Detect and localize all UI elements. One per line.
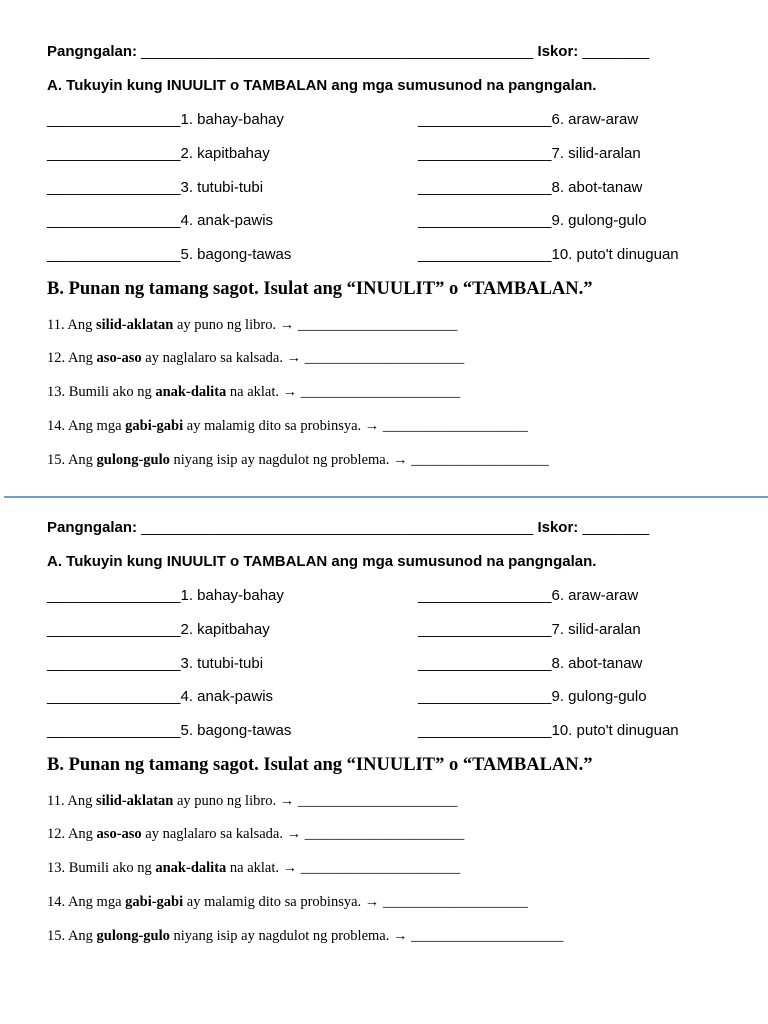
list-item — [47, 111, 284, 128]
answer-blank[interactable]: ________________ — [418, 179, 552, 196]
item-text: 3. tutubi-tubi — [180, 655, 264, 672]
list-item — [418, 688, 647, 705]
score-label: Iskor: — [537, 43, 579, 60]
list-item — [47, 655, 263, 672]
answer-blank[interactable]: ________________ — [47, 145, 181, 162]
list-item — [418, 246, 679, 263]
list-item — [418, 179, 642, 196]
sentence-post: ay naglalaro sa kalsada. — [141, 350, 287, 366]
arrow-icon: → — [282, 860, 298, 876]
item-text: 5. bagong-tawas — [180, 722, 292, 739]
list-item — [418, 722, 679, 739]
sentence-keyword: anak-dalita — [155, 860, 227, 876]
list-item — [47, 212, 273, 229]
answer-blank[interactable]: ____________________ — [379, 894, 528, 910]
answer-blank[interactable]: ________________ — [418, 722, 552, 739]
sentence-item — [47, 350, 464, 367]
list-item — [47, 688, 273, 705]
item-text: 7. silid-aralan — [551, 621, 641, 638]
item-text: 3. tutubi-tubi — [180, 179, 264, 196]
sentence-item — [47, 793, 457, 810]
sentence-keyword: silid-aklatan — [96, 793, 174, 809]
answer-blank[interactable]: ________________ — [47, 179, 181, 196]
list-item — [47, 722, 291, 739]
cut-line-divider — [4, 496, 768, 498]
item-text: 4. anak-pawis — [180, 688, 274, 705]
item-text: 7. silid-aralan — [551, 145, 641, 162]
answer-blank[interactable]: ________________ — [47, 722, 181, 739]
sentence-pre: 14. Ang mga — [47, 418, 126, 434]
list-item — [418, 145, 641, 162]
name-score-row — [47, 43, 649, 60]
section-b-heading: B. Punan ng tamang sagot. Isulat ang “INUULIT” o “TAMBALAN.” — [47, 755, 593, 775]
section-b-heading: B. Punan ng tamang sagot. Isulat ang “INUULIT” o “TAMBALAN.” — [47, 279, 593, 299]
sentence-post: ay malamig dito sa probinsya. — [183, 894, 365, 910]
sentence-item — [47, 384, 460, 401]
list-item — [418, 621, 641, 638]
sentence-keyword: aso-aso — [96, 350, 142, 366]
sentence-item — [47, 860, 460, 877]
list-item — [47, 145, 270, 162]
sentence-pre: 14. Ang mga — [47, 894, 126, 910]
item-text: 10. puto't dinuguan — [551, 246, 679, 263]
arrow-icon: → — [393, 928, 408, 944]
list-item — [47, 179, 263, 196]
item-text: 10. puto't dinuguan — [551, 722, 679, 739]
sentence-keyword: anak-dalita — [155, 384, 227, 400]
item-text: 8. abot-tanaw — [551, 655, 643, 672]
sentence-item — [47, 418, 528, 435]
sentence-keyword: gulong-gulo — [96, 452, 170, 468]
list-item — [47, 587, 284, 604]
item-text: 5. bagong-tawas — [180, 246, 292, 263]
arrow-icon: → — [286, 350, 302, 366]
arrow-icon: → — [282, 384, 298, 400]
sentence-pre: 12. Ang — [47, 350, 97, 366]
answer-blank[interactable]: ______________________ — [301, 826, 465, 842]
answer-blank[interactable]: ________________ — [418, 246, 552, 263]
item-text: 9. gulong-gulo — [551, 688, 647, 705]
score-blank[interactable]: ________ — [578, 519, 650, 536]
sentence-pre: 15. Ang — [47, 928, 97, 944]
answer-blank[interactable]: ______________________ — [301, 350, 465, 366]
arrow-icon: → — [279, 317, 295, 333]
list-item — [418, 111, 638, 128]
answer-blank[interactable]: ________________ — [47, 111, 181, 128]
sentence-post: ay puno ng libro. — [173, 317, 280, 333]
name-score-row — [47, 519, 649, 536]
sentence-pre: 11. Ang — [47, 793, 97, 809]
sentence-pre: 13. Bumili ako ng — [47, 384, 156, 400]
arrow-icon: → — [393, 452, 408, 468]
sentence-keyword: gabi-gabi — [125, 418, 184, 434]
item-text: 1. bahay-bahay — [180, 587, 284, 604]
answer-blank[interactable]: ________________ — [418, 621, 552, 638]
sentence-item — [47, 928, 563, 945]
answer-blank[interactable]: ____________________ — [379, 418, 528, 434]
answer-blank[interactable]: ________________ — [47, 246, 181, 263]
sentence-pre: 15. Ang — [47, 452, 97, 468]
answer-blank[interactable]: ______________________ — [294, 793, 458, 809]
sentence-pre: 13. Bumili ako ng — [47, 860, 156, 876]
answer-blank[interactable]: ______________________ — [297, 860, 461, 876]
item-text: 2. kapitbahay — [180, 621, 270, 638]
item-text: 1. bahay-bahay — [180, 111, 284, 128]
list-item — [418, 655, 642, 672]
list-item — [47, 621, 270, 638]
answer-blank[interactable]: ___________________ — [407, 452, 549, 468]
answer-blank[interactable]: ________________ — [47, 688, 181, 705]
sentence-item — [47, 826, 464, 843]
answer-blank[interactable]: _____________________ — [407, 928, 564, 944]
sentence-keyword: gulong-gulo — [96, 928, 170, 944]
list-item — [47, 246, 291, 263]
sentence-post: niyang isip ay nagdulot ng problema. — [169, 452, 393, 468]
sentence-post: na aklat. — [226, 860, 283, 876]
name-label: Pangngalan: — [47, 519, 138, 536]
name-label: Pangngalan: — [47, 43, 138, 60]
sentence-item — [47, 894, 528, 911]
item-text: 6. araw-araw — [551, 111, 639, 128]
item-text: 8. abot-tanaw — [551, 179, 643, 196]
answer-blank[interactable]: ________________ — [418, 655, 552, 672]
score-blank[interactable]: ________ — [578, 43, 650, 60]
answer-blank[interactable]: ________________ — [418, 212, 552, 229]
score-label: Iskor: — [537, 519, 579, 536]
answer-blank[interactable]: ________________ — [418, 587, 552, 604]
sentence-post: na aklat. — [226, 384, 283, 400]
name-blank[interactable]: _______________________________________________ — [137, 519, 538, 536]
sentence-post: ay naglalaro sa kalsada. — [141, 826, 287, 842]
sentence-pre: 12. Ang — [47, 826, 97, 842]
list-item — [418, 212, 647, 229]
list-item — [418, 587, 638, 604]
arrow-icon: → — [364, 418, 380, 434]
sentence-pre: 11. Ang — [47, 317, 97, 333]
sentence-item — [47, 317, 457, 334]
item-text: 2. kapitbahay — [180, 145, 270, 162]
arrow-icon: → — [279, 793, 295, 809]
arrow-icon: → — [286, 826, 302, 842]
sentence-post: ay puno ng libro. — [173, 793, 280, 809]
sentence-item — [47, 452, 549, 469]
instruction-a: A. Tukuyin kung INUULIT o TAMBALAN ang mga sumusunod na pangngalan. — [47, 553, 597, 570]
answer-blank[interactable]: ________________ — [418, 688, 552, 705]
answer-blank[interactable]: ________________ — [47, 621, 181, 638]
answer-blank[interactable]: ________________ — [418, 111, 552, 128]
sentence-keyword: gabi-gabi — [125, 894, 184, 910]
answer-blank[interactable]: ________________ — [47, 655, 181, 672]
answer-blank[interactable]: ________________ — [47, 212, 181, 229]
answer-blank[interactable]: ______________________ — [294, 317, 458, 333]
sentence-post: niyang isip ay nagdulot ng problema. — [169, 928, 393, 944]
item-text: 4. anak-pawis — [180, 212, 274, 229]
item-text: 6. araw-araw — [551, 587, 639, 604]
answer-blank[interactable]: ______________________ — [297, 384, 461, 400]
arrow-icon: → — [364, 894, 380, 910]
answer-blank[interactable]: ________________ — [47, 587, 181, 604]
name-blank[interactable]: _______________________________________________ — [137, 43, 538, 60]
instruction-a: A. Tukuyin kung INUULIT o TAMBALAN ang mga sumusunod na pangngalan. — [47, 77, 597, 94]
sentence-keyword: silid-aklatan — [96, 317, 174, 333]
answer-blank[interactable]: ________________ — [418, 145, 552, 162]
sentence-keyword: aso-aso — [96, 826, 142, 842]
item-text: 9. gulong-gulo — [551, 212, 647, 229]
sentence-post: ay malamig dito sa probinsya. — [183, 418, 365, 434]
